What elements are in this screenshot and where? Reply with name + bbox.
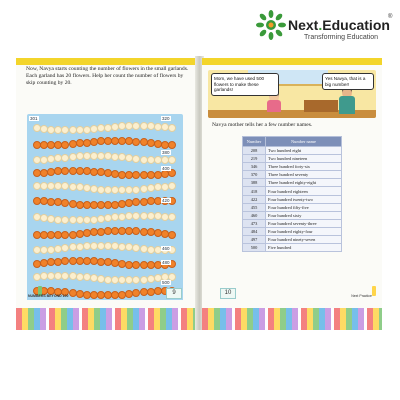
brand-name-part1: Next — [288, 17, 319, 33]
number-cell: 418 — [243, 187, 266, 195]
garland-row — [33, 135, 177, 149]
garland-row — [33, 225, 177, 239]
garland-row — [33, 150, 177, 164]
flower-bead — [168, 124, 176, 132]
number-name-cell: Two hundred eight — [266, 147, 342, 155]
garland-number-label: 320 — [162, 116, 170, 121]
left-page — [16, 58, 196, 330]
number-cell: 208 — [243, 147, 266, 155]
garland-number-label: 420 — [162, 198, 170, 203]
number-names-table — [242, 136, 342, 252]
flower-bead — [168, 182, 176, 190]
number-names-intro: Navya mother tells her a few number names. — [212, 122, 313, 128]
page-number-left: 9 — [166, 288, 182, 299]
number-cell: 370 — [243, 171, 266, 179]
number-name-cell: Four hundred ninety-seven — [266, 236, 342, 244]
flower-bead — [168, 141, 176, 149]
garland-row — [33, 255, 177, 269]
brand-name-dot: . — [318, 17, 323, 33]
footer-strip — [202, 300, 382, 308]
speech-bubble-mother: Yes Navya, that is a big number! — [322, 73, 374, 90]
confetti-border — [16, 308, 196, 330]
garland-row — [33, 270, 177, 284]
speech-bubble-child: Mom, we have used 500 flowers to make these garlands! — [211, 73, 279, 96]
table-row — [243, 203, 342, 211]
number-name-cell: Four hundred sixty — [266, 211, 342, 219]
footer-strip — [16, 300, 196, 308]
garland-row — [33, 165, 177, 179]
table-row — [243, 179, 342, 187]
registered-mark: ® — [388, 14, 393, 20]
open-book — [16, 56, 384, 330]
table-header-number: Number — [243, 137, 266, 147]
table-illustration — [304, 100, 338, 112]
garland-number-label: 380 — [162, 150, 170, 155]
chapter-footer: NUMBERS BEYOND 100 — [28, 294, 69, 298]
brand-name — [288, 17, 390, 33]
page-top-band — [202, 58, 382, 65]
table-row — [243, 244, 342, 252]
page-number-right: 10 — [220, 288, 236, 299]
flower-bead — [168, 156, 176, 164]
garland-number-label: 460 — [162, 246, 170, 251]
number-cell: 497 — [243, 236, 266, 244]
number-cell: 500 — [243, 244, 266, 252]
flower-bead — [168, 231, 176, 239]
story-illustration — [208, 70, 376, 118]
garland-number-label: 301 — [30, 116, 38, 121]
confetti-border — [202, 308, 382, 330]
footer-brand: Next Practice — [351, 294, 372, 298]
number-cell: 219 — [243, 155, 266, 163]
number-name-cell: Four hundred fifty-five — [266, 203, 342, 211]
right-page — [202, 58, 382, 330]
table-row — [243, 187, 342, 195]
table-row — [243, 195, 342, 203]
garland-number-label: 480 — [162, 260, 170, 265]
brand-tagline: Transforming Education — [304, 34, 379, 41]
number-cell: 473 — [243, 219, 266, 227]
number-cell: 455 — [243, 203, 266, 211]
number-cell: 388 — [243, 179, 266, 187]
flower-bead — [168, 213, 176, 221]
garland-row — [33, 195, 177, 209]
garland-number-label: 500 — [162, 280, 170, 285]
table-row — [243, 236, 342, 244]
number-name-cell: Five hundred — [266, 244, 342, 252]
page-top-band — [16, 58, 196, 65]
number-name-cell: Two hundred nineteen — [266, 155, 342, 163]
table-row — [243, 211, 342, 219]
mother-figure — [338, 86, 356, 114]
garland-row — [33, 180, 177, 194]
number-cell: 460 — [243, 211, 266, 219]
tree-logo-icon — [256, 10, 286, 40]
mother-body — [339, 96, 355, 114]
table-row — [243, 219, 342, 227]
table-row — [243, 147, 342, 155]
table-row — [243, 163, 342, 171]
table-row — [243, 227, 342, 235]
number-name-cell: Four hundred eighteen — [266, 187, 342, 195]
brand-name-part2: Education — [322, 17, 390, 33]
number-name-cell: Three hundred forty-six — [266, 163, 342, 171]
garland-illustration — [27, 114, 183, 302]
intro-text: Now, Navya starts counting the number of flowers in the small garlands. Each garland has 20 flowers. Help her count the number of flowers by skip counting by 20. — [26, 66, 189, 87]
table-row — [243, 155, 342, 163]
number-name-cell: Four hundred seventy-three — [266, 219, 342, 227]
number-cell: 484 — [243, 227, 266, 235]
garland-number-label: 400 — [162, 166, 170, 171]
number-name-cell: Three hundred seventy — [266, 171, 342, 179]
table-row — [243, 171, 342, 179]
number-name-cell: Four hundred twenty-two — [266, 195, 342, 203]
garland-row — [33, 120, 177, 134]
number-name-cell: Four hundred eighty-four — [266, 227, 342, 235]
number-cell: 422 — [243, 195, 266, 203]
garland-row — [33, 210, 177, 224]
garland-row — [33, 240, 177, 254]
crayon-decoration — [372, 286, 376, 296]
number-cell: 346 — [243, 163, 266, 171]
navya-body — [267, 100, 281, 112]
brand-logo — [256, 8, 396, 48]
table-header-name: Number name — [266, 137, 342, 147]
number-name-cell: Three hundred eighty-eight — [266, 179, 342, 187]
